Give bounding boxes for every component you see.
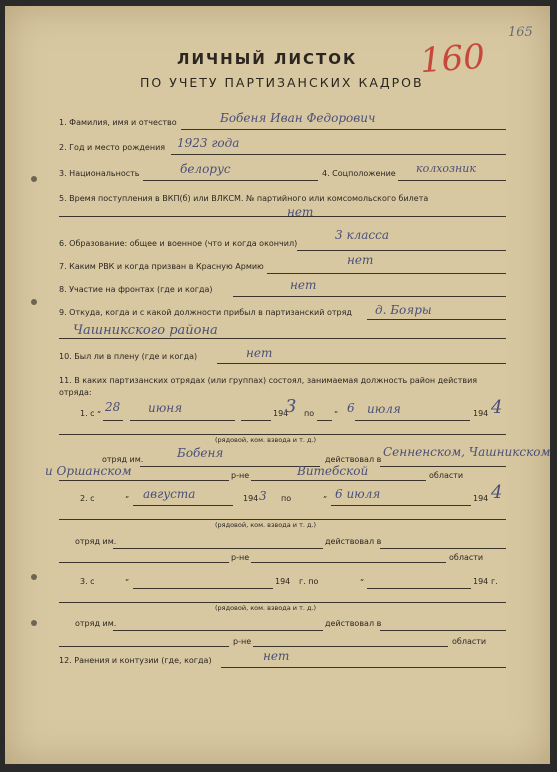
unit3-year-a-suffix: г. по (299, 577, 319, 586)
unit2-action-label: действовал в (325, 537, 382, 546)
field-6-label: 6. Образование: общее и военное (что и когда окончил) (59, 239, 298, 248)
field-1-value: Бобеня Иван Федорович (220, 111, 376, 125)
field-9-value-line1: д. Бояры (375, 303, 432, 317)
document-sheet (5, 6, 550, 764)
field-3-value: белорус (180, 162, 231, 176)
field-1-label: 1. Фамилия, имя и отчество (59, 118, 177, 127)
unit3-rne: р-не (233, 637, 252, 646)
unit1-year-a-digit: 3 (285, 396, 297, 417)
field-8-label: 8. Участие на фронтах (где и когда) (59, 285, 213, 294)
field-7-label: 7. Каким РВК и когда призван в Красную Армию (59, 262, 264, 271)
unit1-oblast-value: Витебской (297, 464, 369, 478)
field-3-label: 3. Национальность (59, 169, 140, 178)
unit2-year-b-digit: 4 (491, 482, 503, 503)
quote-mark: „ (323, 490, 328, 499)
field-2-value: 1923 года (177, 136, 240, 150)
red-ink-number: 160 (418, 36, 487, 82)
field-12-value: нет (263, 649, 290, 663)
field-7-value: нет (347, 253, 374, 267)
unit2-oblast-label: области (449, 553, 484, 562)
field-11-label-cont: отряда: (59, 388, 92, 397)
field-8-value: нет (290, 278, 317, 292)
field-10-value: нет (246, 346, 273, 360)
unit1-rank-label: (рядовой, ком. взвода и т. д.) (215, 436, 317, 444)
unit2-year-a-digit: 3 (259, 489, 267, 503)
document-title: ЛИЧНЫЙ ЛИСТОК (177, 50, 358, 68)
unit3-year-b-suffix: г. (491, 577, 498, 586)
unit2-year-a: 194 (243, 494, 259, 503)
field-12-label: 12. Ранения и контузии (где, когда) (59, 656, 212, 665)
unit3-action-label: действовал в (325, 619, 382, 628)
field-10-label: 10. Был ли в плену (где и когда) (59, 352, 198, 361)
unit1-year-a: 194 (273, 409, 289, 418)
document-subtitle: ПО УЧЕТУ ПАРТИЗАНСКИХ КАДРОВ (140, 75, 424, 90)
pencil-page-number: 165 (508, 25, 533, 40)
field-9-label: 9. Откуда, когда и с какой должности прибыл в партизанский отряд (59, 308, 352, 317)
field-6-value: 3 класса (335, 228, 390, 242)
punch-hole (31, 176, 37, 182)
unit3-oblast-label: области (452, 637, 487, 646)
unit1-region-prefix: и Оршанском (45, 464, 132, 478)
unit1-action-value: Сенненском, Чашникском (383, 445, 551, 459)
unit1-oblast-label: области (429, 471, 464, 480)
punch-hole (31, 574, 37, 580)
unit1-end-day: 6 (347, 401, 355, 415)
field-4-value: колхозник (416, 162, 476, 175)
unit2-end-month: 6 июля (335, 487, 381, 501)
unit1-otryad-value: Бобеня (177, 446, 224, 460)
unit2-rne: р-не (231, 553, 250, 562)
unit2-otryad-label: отряд им. (75, 537, 117, 546)
unit1-year-b: 194 (473, 409, 489, 418)
unit2-number: 2. с (80, 494, 95, 503)
unit3-rank-label: (рядовой, ком. взвода и т. д.) (215, 604, 317, 612)
unit1-year-b-digit: 4 (491, 397, 503, 418)
field-5-value: нет (287, 205, 314, 219)
quote-mark: „ (125, 573, 130, 582)
punch-hole (31, 620, 37, 626)
quote-mark: „ (334, 405, 339, 414)
field-5-label: 5. Время поступления в ВКП(б) или ВЛКСМ. № партийного или комсомольского билета (59, 194, 429, 203)
unit1-start-month: июня (148, 401, 183, 415)
field-11-label: 11. В каких партизанских отрядах (или группах) состоял, занимаемая должность район действия (59, 376, 478, 385)
unit2-rank-label: (рядовой, ком. взвода и т. д.) (215, 521, 317, 529)
unit3-year-a: 194 (275, 577, 291, 586)
field-2-label: 2. Год и место рождения (59, 143, 166, 152)
unit1-start-day: 28 (105, 400, 121, 414)
quote-mark: „ (125, 490, 130, 499)
unit1-po: по (304, 409, 315, 418)
unit2-start-month: августа (143, 487, 196, 501)
punch-hole (31, 299, 37, 305)
unit1-otryad-label: отряд им. (102, 455, 144, 464)
unit3-number: 3. с (80, 577, 95, 586)
quote-mark: „ (360, 573, 365, 582)
quote-mark: „ (97, 405, 102, 414)
unit2-po: по (281, 494, 292, 503)
unit1-action-label: действовал в (325, 455, 382, 464)
unit2-year-b: 194 (473, 494, 489, 503)
unit1-rne: р-не (231, 471, 250, 480)
unit1-end-month: июля (367, 402, 401, 416)
field-9-value-line2: Чашникского района (73, 323, 218, 338)
unit1-number: 1. с (80, 409, 95, 418)
field-4-label: 4. Соцположение (322, 169, 396, 178)
unit3-year-b: 194 (473, 577, 489, 586)
unit3-otryad-label: отряд им. (75, 619, 117, 628)
